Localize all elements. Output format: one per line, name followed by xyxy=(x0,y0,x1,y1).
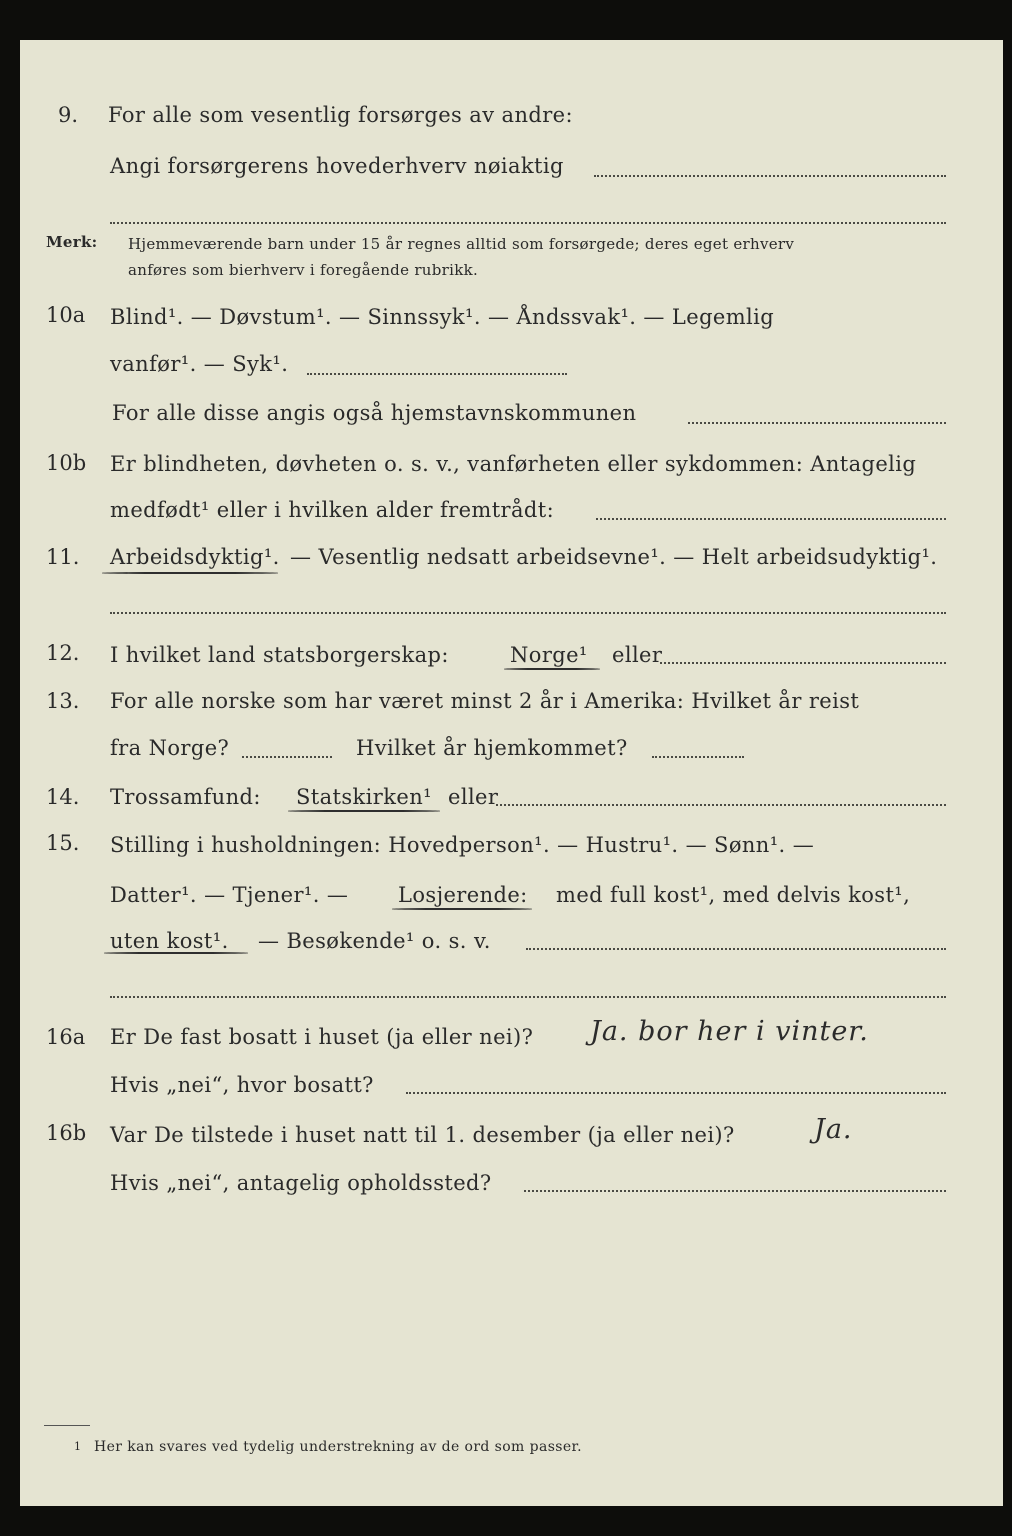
q12-eller: eller xyxy=(612,643,663,667)
q15-line3-end: — Besøkende¹ o. s. v. xyxy=(258,929,491,953)
merk-label: Merk: xyxy=(46,233,98,251)
question-number-10a: 10a xyxy=(46,303,86,327)
q13-hjemkommet-label: Hvilket år hjemkommet? xyxy=(356,736,628,760)
q14-option-statskirken: Statskirken¹ xyxy=(296,785,432,809)
q14-eller: eller xyxy=(448,785,499,809)
q11-underline-mark xyxy=(102,572,278,574)
question-number-13: 13. xyxy=(46,689,80,713)
q16a-line2: Hvis „nei“, hvor bosatt? xyxy=(110,1073,374,1097)
q16b-handwritten-answer: Ja. xyxy=(814,1114,853,1145)
question-number-16a: 16a xyxy=(46,1025,86,1049)
q10b-line2: medfødt¹ eller i hvilken alder fremtrådt: xyxy=(110,498,555,522)
q15-option-losjerende: Losjerende: xyxy=(398,883,528,907)
q12-underline-mark xyxy=(504,668,600,670)
question-number-11: 11. xyxy=(46,545,80,569)
q13-reist-label: fra Norge? xyxy=(110,736,230,760)
question-number-15: 15. xyxy=(46,831,80,855)
q14-answer-line[interactable] xyxy=(496,804,946,806)
q16b-question: Var De tilstede i huset natt til 1. desember (ja eller nei)? xyxy=(110,1123,735,1147)
q9-line1: For alle som vesentlig forsørges av andre: xyxy=(108,103,573,127)
q14-question: Trossamfund: xyxy=(110,785,261,809)
q12-answer-line[interactable] xyxy=(660,662,946,664)
q16a-bosatt-answer-line[interactable] xyxy=(406,1092,946,1094)
merk-line1: Hjemmeværende barn under 15 år regnes alltid som forsørgede; deres eget erhverv xyxy=(128,235,795,253)
q15-uten-kost-underline xyxy=(104,952,248,954)
q13-reist-answer-line[interactable] xyxy=(242,756,332,758)
q10a-line1: Blind¹. — Døvstum¹. — Sinnssyk¹. — Åndssvak¹. — Legemlig xyxy=(110,305,775,329)
question-number-16b: 16b xyxy=(46,1121,87,1145)
q15-line2-start: Datter¹. — Tjener¹. — xyxy=(110,883,349,907)
question-number-10b: 10b xyxy=(46,451,87,475)
q15-answer-line[interactable] xyxy=(526,948,946,950)
q16a-handwritten-answer: Ja. bor her i vinter. xyxy=(590,1016,869,1047)
q9-line2: Angi forsørgerens hovederhverv nøiaktig xyxy=(110,154,564,178)
merk-line2: anføres som bierhverv i foregående rubrikk. xyxy=(128,261,479,279)
q9-answer-line-2[interactable] xyxy=(110,222,946,224)
q15-losjerende-underline xyxy=(392,908,532,910)
q10b-line1: Er blindheten, døvheten o. s. v., vanførheten eller sykdommen: Antagelig xyxy=(110,452,917,476)
q16a-question: Er De fast bosatt i huset (ja eller nei)? xyxy=(110,1025,534,1049)
question-number-12: 12. xyxy=(46,641,80,665)
q11-option-arbeidsdyktig: Arbeidsdyktig¹. xyxy=(110,545,280,569)
question-number-14: 14. xyxy=(46,785,80,809)
q11-rest: — Vesentlig nedsatt arbeidsevne¹. — Helt arbeidsudyktig¹. xyxy=(290,545,938,569)
q15-line1: Stilling i husholdningen: Hovedperson¹. — Hustru¹. — Sønn¹. — xyxy=(110,833,815,857)
q13-hjemkommet-answer-line[interactable] xyxy=(652,756,744,758)
q15-line2-end: med full kost¹, med delvis kost¹, xyxy=(556,883,911,907)
footnote-mark: 1 xyxy=(74,1440,82,1453)
q10a-answer-line[interactable] xyxy=(307,373,567,375)
q16b-line2: Hvis „nei“, antagelig opholdssted? xyxy=(110,1171,492,1195)
footnote-rule xyxy=(44,1425,90,1426)
q15-option-uten-kost: uten kost¹. xyxy=(110,929,229,953)
question-number-9: 9. xyxy=(58,103,79,127)
census-form-page xyxy=(20,40,1003,1506)
q9-answer-line[interactable] xyxy=(594,175,946,177)
q16b-opholdssted-answer-line[interactable] xyxy=(524,1190,946,1192)
q12-question: I hvilket land statsborgerskap: xyxy=(110,643,449,667)
q15-answer-line-2[interactable] xyxy=(110,996,946,998)
q10a-line2: vanfør¹. — Syk¹. xyxy=(110,352,289,376)
q12-option-norge: Norge¹ xyxy=(510,643,588,667)
footnote-text: Her kan svares ved tydelig understrekning av de ord som passer. xyxy=(94,1439,582,1455)
q14-underline-mark xyxy=(288,810,440,812)
q10b-answer-line[interactable] xyxy=(596,518,946,520)
q13-line1: For alle norske som har været minst 2 år i Amerika: Hvilket år reist xyxy=(110,689,860,713)
q10a-kommune-line[interactable] xyxy=(688,422,946,424)
q10a-line3: For alle disse angis også hjemstavnskommunen xyxy=(112,401,637,425)
q11-answer-line[interactable] xyxy=(110,612,946,614)
